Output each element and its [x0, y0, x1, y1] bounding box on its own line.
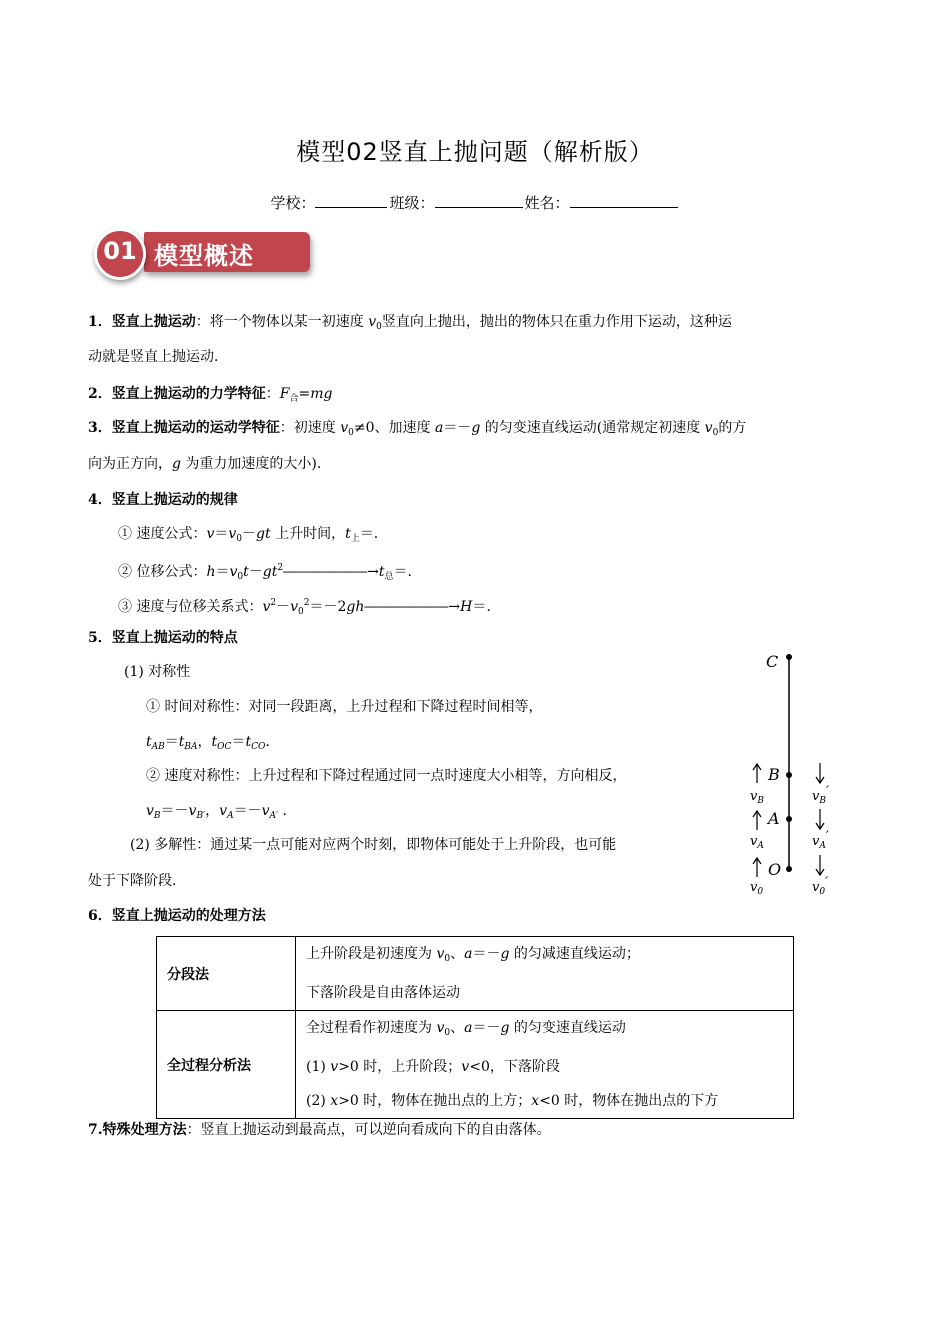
label-v0 — [750, 880, 763, 897]
multi-solution: (2) 多解性：通过某一点可能对应两个时刻，即物体可能处于上升阶段，也可能 — [130, 837, 617, 853]
item-heading: 竖直上抛运动的运动学特征 — [111, 420, 280, 436]
symbol: v — [750, 834, 758, 849]
school-blank — [315, 193, 387, 208]
symbol: a — [464, 946, 473, 962]
row-head-segmented: 分段法 — [157, 937, 296, 1011]
subscript: B — [757, 796, 764, 806]
text: － — [276, 599, 291, 615]
symbol: gt — [256, 526, 271, 542]
velocity-displacement-formula — [118, 593, 491, 622]
symmetry-heading: (1) 对称性 — [124, 664, 191, 680]
symbol: v — [146, 803, 154, 819]
text: 、 — [450, 946, 465, 962]
symbol: gh — [346, 599, 365, 615]
velocity-formula — [118, 524, 378, 549]
superscript: 2 — [277, 563, 284, 573]
symbol: t — [345, 526, 351, 542]
time-symmetry-formula — [146, 732, 270, 757]
text: . — [278, 803, 287, 819]
subscript: 0 — [712, 428, 719, 438]
superscript: 2 — [270, 598, 277, 608]
item-4-heading — [88, 490, 238, 510]
subscript: 0 — [376, 322, 382, 332]
subscript: 0 — [348, 428, 354, 438]
text: ： — [265, 386, 280, 402]
item-number: 4． — [88, 492, 112, 508]
item-heading: 竖直上抛运动的处理方法 — [111, 908, 266, 924]
text: ＝. — [472, 599, 491, 615]
text: ＝ — [164, 734, 179, 750]
label-vb — [750, 789, 764, 806]
subscript: 0 — [757, 887, 764, 897]
symbol: v — [219, 803, 228, 819]
text: ＝ — [215, 564, 230, 580]
symbol: t — [146, 734, 152, 750]
symbol: v — [262, 599, 271, 615]
subscript: 0 — [237, 572, 244, 582]
superscript: 2 — [303, 598, 310, 608]
symbol: v — [812, 789, 820, 804]
item-number: 2． — [88, 386, 112, 402]
symbol: v — [261, 803, 270, 819]
text: － — [248, 564, 263, 580]
velocity-symmetry-formula — [146, 801, 287, 826]
symbol: x — [531, 1093, 540, 1109]
symbol: v — [330, 1059, 339, 1075]
text: ：初速度 — [279, 420, 341, 436]
symbol: gt — [262, 564, 278, 580]
subscript: 0 — [236, 534, 243, 544]
symbol: v — [290, 599, 299, 615]
subscript: 合 — [289, 394, 299, 404]
symbol: v — [368, 314, 377, 330]
velocity-symmetry: ② 速度对称性：上升过程和下降过程通过同一点时速度大小相等，方向相反， — [146, 768, 627, 784]
subscript: B — [819, 796, 826, 806]
vertical-throw-diagram — [740, 645, 850, 900]
item-1-line-2: 动就是竖直上抛运动． — [88, 349, 228, 365]
subscript: CO — [251, 742, 266, 752]
text: 的匀变速直线运动(通常规定初速度 — [480, 420, 705, 436]
text: ＝－ — [443, 420, 472, 436]
item-3-line-2 — [88, 454, 331, 474]
subscript: 0 — [298, 607, 304, 617]
item-heading: 竖直上抛运动的力学特征 — [111, 386, 266, 402]
symbol: v — [188, 803, 197, 819]
subscript: B — [153, 811, 161, 821]
class-blank — [435, 193, 523, 208]
subscript: B′ — [196, 811, 206, 821]
arrow: ――――――→ — [283, 564, 379, 580]
text: ＝－2 — [309, 599, 347, 615]
symbol: t — [178, 734, 185, 750]
symbol: g — [500, 1020, 510, 1036]
subscript: AB — [151, 742, 165, 752]
multi-solution-cont: 处于下降阶段. — [88, 873, 177, 889]
text: ：竖直上抛运动到最高点，可以逆向看成向下的自由落体。 — [186, 1122, 551, 1138]
label-vb-prime — [812, 784, 829, 806]
cell-line — [306, 1084, 783, 1118]
label-va-prime — [812, 829, 829, 851]
item-number: 7. — [88, 1122, 103, 1138]
text: ≠0、加速度 — [353, 420, 435, 436]
school-label: 学校： — [270, 194, 316, 212]
item-heading: 竖直上抛运动的规律 — [111, 492, 238, 508]
table-row — [157, 1011, 794, 1119]
text: ：将一个物体以某一初速度 — [195, 314, 369, 330]
symbol: v — [206, 526, 215, 542]
symbol: F — [279, 386, 290, 402]
point-b — [786, 772, 792, 778]
prime: ′ — [825, 875, 829, 890]
cell-line — [306, 1011, 783, 1050]
symbol: v — [812, 880, 820, 895]
point-a — [786, 816, 792, 822]
text: <0 时，物体在抛出点的下方 — [539, 1093, 719, 1109]
text: ② 位移公式： — [118, 564, 207, 580]
subscript: OC — [217, 742, 232, 752]
text: >0 时，上升阶段； — [338, 1059, 462, 1075]
symbol: h — [206, 564, 216, 580]
text: 的匀减速直线运动； — [509, 946, 640, 962]
text: ＝. — [359, 526, 379, 542]
table-row — [157, 937, 794, 1011]
item-heading: 竖直上抛运动的特点 — [111, 630, 238, 646]
text: 、 — [450, 1020, 465, 1036]
text: ＝ — [214, 526, 229, 542]
symbol: v — [704, 420, 713, 436]
label-v0-prime — [812, 875, 828, 897]
subscript: BA — [184, 742, 198, 752]
time-symmetry: ① 时间对称性：对同一段距离，上升过程和下降过程时间相等， — [146, 699, 543, 715]
symbol: g — [172, 456, 181, 472]
item-2 — [88, 384, 332, 409]
section-badge — [92, 226, 314, 282]
text: (1) — [306, 1059, 331, 1075]
arrow: ――――――→ — [364, 599, 461, 615]
item-1-line-1 — [88, 312, 732, 337]
row-body-segmented — [296, 937, 794, 1011]
item-6-heading — [88, 906, 266, 926]
point-c — [786, 654, 792, 660]
text: <0，下落阶段 — [469, 1059, 560, 1075]
cell-line — [306, 937, 783, 976]
text: ＝－ — [472, 1020, 501, 1036]
symbol: v — [750, 880, 758, 895]
symbol: g — [471, 420, 481, 436]
text: ， — [205, 803, 220, 819]
symbol: g — [500, 946, 510, 962]
label-a: A — [768, 809, 780, 828]
class-label: 班级： — [389, 194, 435, 212]
text: 上升阶段是初速度为 — [306, 946, 437, 962]
text: ③ 速度与位移关系式： — [118, 599, 263, 615]
symbol: v — [228, 526, 237, 542]
section-title-bar — [144, 232, 310, 272]
symbol: a — [464, 1020, 473, 1036]
subscript: A — [819, 841, 826, 851]
cell-line: 下落阶段是自由落体运动 — [306, 985, 460, 1001]
prime: ′ — [825, 784, 829, 799]
subscript: A — [757, 841, 764, 851]
item-number: 1． — [88, 314, 112, 330]
symbol: v — [229, 564, 238, 580]
symbol: v — [436, 946, 445, 962]
row-body-whole-process — [296, 1011, 794, 1119]
point-o — [786, 866, 792, 872]
name-blank — [570, 193, 678, 208]
method-table — [156, 936, 794, 1119]
section-title: 模型概述 — [154, 242, 254, 270]
symbol: t — [245, 734, 252, 750]
name-label: 姓名： — [524, 194, 570, 212]
text: － — [242, 526, 257, 542]
text: ① 速度公式： — [118, 526, 207, 542]
text: ＝－ — [233, 803, 262, 819]
text: (2) — [306, 1093, 331, 1109]
item-number: 6． — [88, 908, 112, 924]
prime: ′ — [825, 829, 829, 844]
symbol: v — [812, 834, 820, 849]
item-number: 5． — [88, 630, 112, 646]
section-number-circle — [94, 228, 146, 280]
symbol: a — [434, 420, 444, 436]
label-c: C — [766, 652, 779, 671]
item-heading: 特殊处理方法 — [102, 1122, 187, 1138]
student-info-line — [0, 192, 950, 213]
symbol: t — [211, 734, 218, 750]
symbol: v — [461, 1059, 470, 1075]
item-7 — [88, 1120, 551, 1140]
text: ， — [197, 734, 212, 750]
item-number: 3． — [88, 420, 112, 436]
label-va — [750, 834, 764, 851]
subscript: A — [227, 811, 234, 821]
item-3-line-1 — [88, 418, 746, 443]
subscript: A′ — [269, 811, 279, 821]
text: ＝ — [231, 734, 246, 750]
text: 向为正方向， — [88, 456, 172, 472]
symbol: H — [460, 599, 473, 615]
text: >0 时，物体在抛出点的上方； — [338, 1093, 532, 1109]
item-heading: 竖直上抛运动 — [111, 314, 196, 330]
text: 的匀变速直线运动 — [509, 1020, 626, 1036]
text: 上升时间， — [270, 526, 346, 542]
label-o: O — [768, 860, 782, 879]
label-b: B — [768, 765, 780, 784]
cell-line — [306, 1050, 783, 1084]
text: 全过程看作初速度为 — [306, 1020, 437, 1036]
subscript: 0 — [444, 954, 451, 964]
subscript: 0 — [819, 887, 826, 897]
text: ＝－ — [160, 803, 189, 819]
subscript: 上 — [350, 534, 360, 544]
symbol: v — [436, 1020, 445, 1036]
subscript: 0 — [444, 1028, 451, 1038]
text: ＝. — [393, 564, 412, 580]
text: . — [265, 734, 270, 750]
symbol: x — [330, 1093, 339, 1109]
text: ＝－ — [472, 946, 501, 962]
symbol: t — [378, 564, 385, 580]
text: 为重力加速度的大小)． — [180, 456, 331, 472]
symbol: v — [340, 420, 349, 436]
row-head-whole-process: 全过程分析法 — [157, 1011, 296, 1119]
symbol: t — [243, 564, 249, 580]
text: 的方 — [718, 420, 747, 436]
displacement-formula — [118, 558, 412, 587]
document-title: 模型02竖直上抛问题（解析版） — [296, 138, 654, 166]
formula: =mg — [298, 386, 333, 402]
section-number: 01 — [103, 237, 137, 265]
text: 竖直向上抛出，抛出的物体只在重力作用下运动，这种运 — [381, 314, 732, 330]
symbol: v — [750, 789, 758, 804]
subscript: 总 — [384, 572, 394, 582]
item-5-heading — [88, 628, 238, 648]
